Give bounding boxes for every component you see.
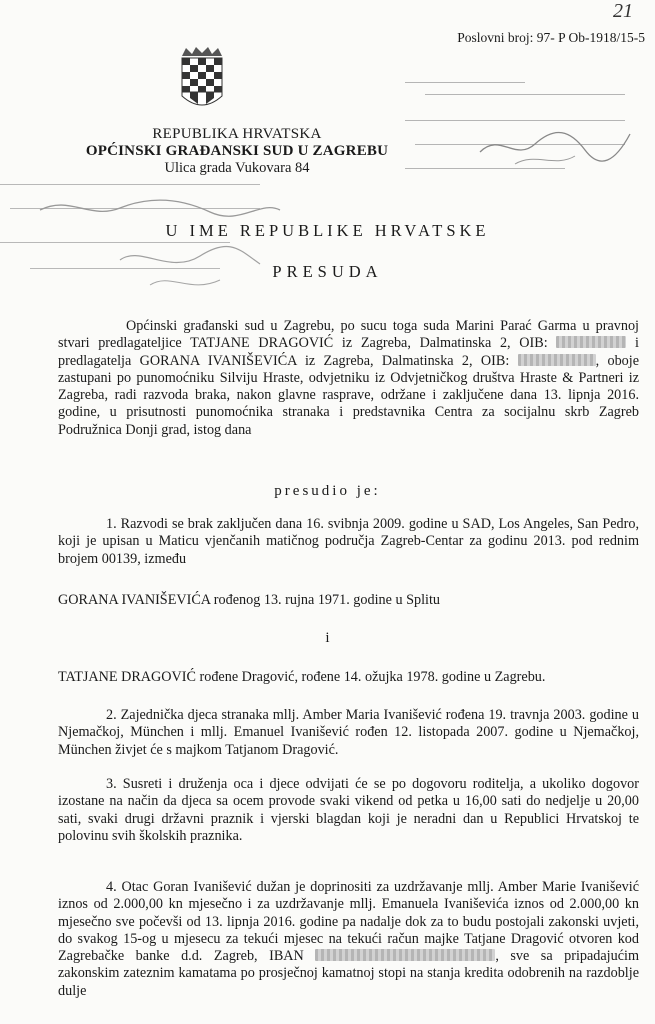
- document-heading: U IME REPUBLIKE HRVATSKE: [165, 221, 490, 240]
- page-number-handwritten: 21: [613, 0, 633, 22]
- signature-scribble-icon: [475, 122, 635, 172]
- intro-text-2: i predlagatelja GORANA IVANIŠEVIĆA iz Zagreba, Dalmatinska 2, OIB:: [58, 335, 639, 369]
- item-2-paragraph: 2. Zajednička djeca stranaka mllj. Amber Maria Ivanišević rođena 19. travnja 2003. godine u Njemačkoj, München i mllj. Emanuel Ivanišević rođen 12. listopada 2007. godine u Njemačkoj, München živjet će s majkom Tatjanom Dragović.: [58, 707, 639, 758]
- intro-text-3: , oboje zastupani po punomoćniku Silviju Hraste, odvjetniku iz Odvjetničkog društva Hraste & Partneri iz Zagreba, radi razvoda braka, nakon glavne rasprave, održane i zaključene dana 13. lipnja 2016. godine, u prisutnosti punomoćnika stranaka i predstavnika Centra za socijalnu skrb Zagreb Podružnica Donji grad, istog dana: [58, 352, 639, 438]
- item-4-text-2: , sve sa pripadajućim zakonskim zateznim kamatama po prosječnoj kamatnoj stopi na stanja kredita odobrenih na razdoblje dulje: [58, 948, 639, 999]
- redacted-oib: [518, 354, 596, 366]
- document-title: PRESUDA: [272, 262, 383, 281]
- header-address: Ulica grada Vukovara 84: [164, 160, 310, 176]
- conjunction: i: [325, 630, 330, 646]
- coat-of-arms-icon: [176, 46, 228, 114]
- item-1-paragraph: 1. Razvodi se brak zaključen dana 16. svibnja 2009. godine u SAD, Los Angeles, San Pedro, koji je upisan u Maticu vjenčanih matičnog područja Zagreb-Centar za godinu 2013. pod rednim brojem 00139, između: [58, 516, 639, 567]
- party-2: TATJANE DRAGOVIĆ rođene Dragović, rođene 14. ožujka 1978. godine u Zagrebu.: [58, 669, 546, 685]
- intro-paragraph: [58, 318, 639, 439]
- header-court-name: OPĆINSKI GRAĐANSKI SUD U ZAGREBU: [85, 143, 389, 159]
- header-republic: REPUBLIKA HRVATSKA: [152, 126, 322, 142]
- ruled-heading: presudio je:: [274, 483, 381, 499]
- redacted-oib: [556, 336, 626, 348]
- redacted-iban: [315, 949, 495, 961]
- item-4-text-1: 4. Otac Goran Ivanišević dužan je doprinositi za uzdržavanje mllj. Amber Marie Ivanišević iznos od 2.000,00 kn mjesečno i za uzdržavanje mllj. Emanuela Ivaniševića iznos od 2.000,00 kn mjesečno sve počevši od 13. lipnja 2016. godine pa nadalje dok za to budu postojali zakonski uvjeti, do svakog 15-og u mjesecu za tekući mjesec na tekući račun majke Tatjane Dragović otvoren kod Zagrebačke banke d.d. Zagreb, IBAN: [58, 879, 639, 965]
- item-4-paragraph: [58, 879, 639, 1000]
- faint-stamp-right: [405, 64, 635, 204]
- intro-text-1: Općinski građanski sud u Zagrebu, po sucu toga suda Marini Parać Garma u pravnoj stvari predlagateljice TATJANE DRAGOVIĆ iz Zagreba, Dalmatinska 2, OIB:: [58, 318, 639, 352]
- signature-scribble-icon: [30, 190, 290, 300]
- case-number: Poslovni broj: 97- P Ob-1918/15-5: [457, 30, 645, 45]
- item-3-paragraph: 3. Susreti i druženja oca i djece odvijati će se po dogovoru roditelja, a ukoliko dogovor izostane na način da djeca sa ocem provode svaki vikend od petka u 16,00 sati do nedjelje u 20,00 sati, svaki drugi državni praznik i vjerski blagdan koji je neradni dan u Republici Hrvatskoj te polovinu svih školskih praznika.: [58, 776, 639, 844]
- party-1: GORANA IVANIŠEVIĆA rođenog 13. rujna 1971. godine u Splitu: [58, 592, 440, 608]
